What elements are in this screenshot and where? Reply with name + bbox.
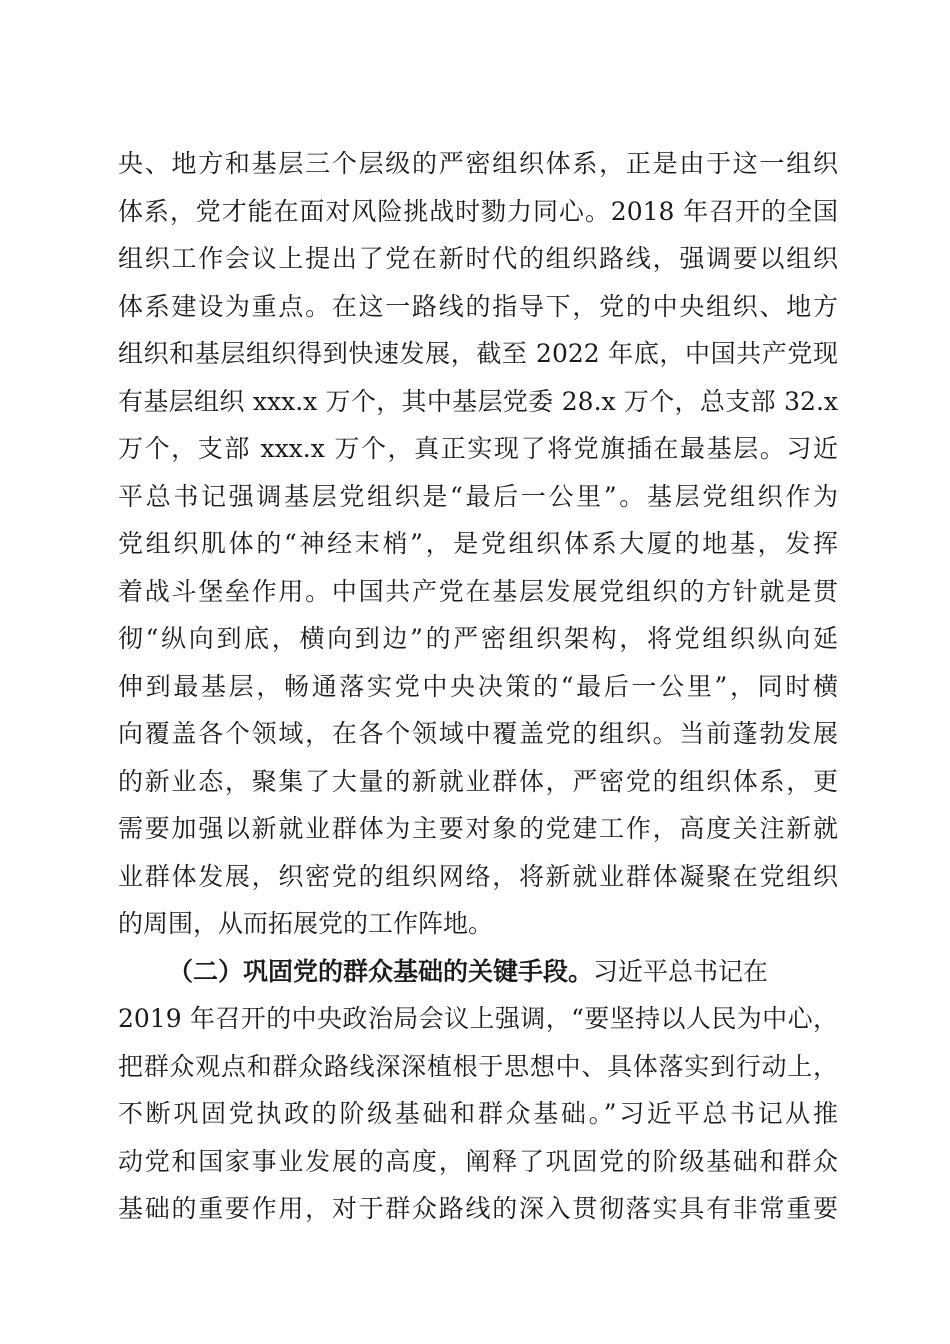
section-heading-line: [118, 948, 838, 996]
paragraph-organization-system: [118, 140, 838, 948]
paragraph-mass-foundation: [118, 948, 838, 1233]
text-line: 组织和基层组织得到快速发展，截至 2022 年底，中国共产党现: [118, 339, 838, 368]
document-body: [118, 140, 838, 1233]
text-line: 体系，党才能在面对风险挑战时勠力同心。2018 年召开的全国: [118, 196, 838, 226]
text-line: 基础的重要作用，对于群众路线的深入贯彻落实具有非常重要: [118, 1194, 838, 1223]
text-line: 万个，支部 xxx.x 万个，真正实现了将党旗插在最基层。习近: [118, 434, 838, 463]
text-line: 组织工作会议上提出了党在新时代的组织路线，强调要以组织: [118, 244, 838, 273]
text-line: 平总书记强调基层党组织是“最后一公里”。基层党组织作为: [118, 481, 838, 511]
text-line: 需要加强以新就业群体为主要对象的党建工作，高度关注新就: [118, 814, 838, 843]
text-line: 2019 年召开的中央政治局会议上强调，“要坚持以人民为中心，: [118, 1004, 838, 1033]
section-heading: （二）巩固党的群众基础的关键手段。: [168, 956, 594, 986]
text-line: 把群众观点和群众路线深深植根于思想中、具体落实到行动上，: [118, 1051, 838, 1081]
text-line: 不断巩固党执政的阶级基础和群众基础。”习近平总书记从推: [118, 1099, 838, 1128]
text-line: 体系建设为重点。在这一路线的指导下，党的中央组织、地方: [118, 291, 838, 321]
text-line: 伸到最基层，畅通落实党中央决策的“最后一公里”，同时横: [118, 671, 838, 701]
text-line: 有基层组织 xxx.x 万个，其中基层党委 28.x 万个，总支部 32.x: [118, 386, 838, 416]
text-line: 着战斗堡垒作用。中国共产党在基层发展党组织的方针就是贯: [118, 576, 838, 606]
text-line: 党组织肌体的“神经末梢”，是党组织体系大厦的地基，发挥: [118, 529, 838, 558]
text-line: 动党和国家事业发展的高度，阐释了巩固党的阶级基础和群众: [118, 1146, 838, 1176]
text-line: 央、地方和基层三个层级的严密组织体系，正是由于这一组织: [118, 149, 838, 178]
text-line: 的周围，从而拓展党的工作阵地。: [118, 909, 494, 938]
text-line: 业群体发展，织密党的组织网络，将新就业群体凝聚在党组织: [118, 861, 838, 891]
heading-line-text: 习近平总书记在: [593, 956, 769, 986]
text-line: 彻“纵向到底，横向到边”的严密组织架构，将党组织纵向延: [118, 624, 838, 653]
text-line: 向覆盖各个领域，在各个领域中覆盖党的组织。当前蓬勃发展: [118, 719, 838, 748]
text-line: 的新业态，聚集了大量的新就业群体，严密党的组织体系，更: [118, 766, 838, 796]
